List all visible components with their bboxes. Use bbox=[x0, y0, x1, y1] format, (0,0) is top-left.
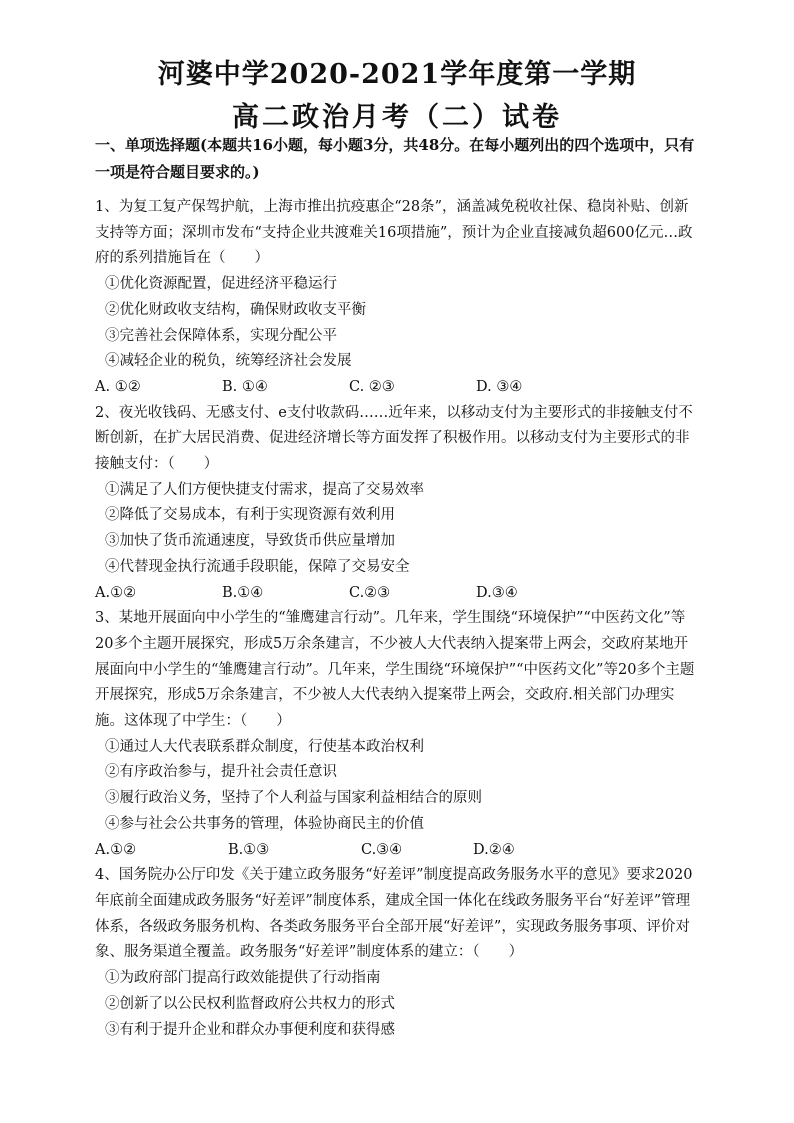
answer-choice-d: D. ③④ bbox=[476, 378, 523, 395]
answer-choice-b: B.①③ bbox=[228, 841, 270, 858]
answer-choices bbox=[95, 838, 695, 864]
question-1 bbox=[95, 195, 695, 401]
question-2 bbox=[95, 401, 695, 607]
option-item: ④代替现金执行流通手段职能，保障了交易安全 bbox=[105, 558, 410, 575]
question-stem: 3、某地开展面向中小学生的“雏鹰建言行动”。几年来，学生围绕“环境保护”“中医药文化”等20多个主题开展探究，形成5万余条建言，不少被人大代表纳入提案带上两会，交政府某地开展面向中小学生的“雏鹰建言行动”。几年来，学生围绕“环境保护”“中医药文化”等20多个主题开展探究，形成5万余条建言，不少被人大代表纳入提案带上两会，交政府.相关部门办理实施。这体现了中学生：（ ） bbox=[95, 610, 695, 730]
option-item: ③有利于提升企业和群众办事便利度和获得感 bbox=[105, 1021, 395, 1038]
answer-choices bbox=[95, 375, 695, 401]
answer-choice-d: D.③④ bbox=[476, 584, 518, 601]
answer-choice-b: B.①④ bbox=[222, 584, 264, 601]
option-item: ①优化资源配置，促进经济平稳运行 bbox=[105, 276, 337, 293]
option-item: ④参与社会公共事务的管理，体验协商民主的价值 bbox=[105, 815, 424, 832]
answer-choices bbox=[95, 581, 695, 607]
option-item: ②有序政治参与，提升社会责任意识 bbox=[105, 764, 337, 781]
answer-choice-c: C. ②③ bbox=[349, 378, 395, 395]
option-item: ④减轻企业的税负，统筹经济社会发展 bbox=[105, 353, 352, 370]
option-item: ②优化财政收支结构，确保财政收支平衡 bbox=[105, 301, 366, 318]
question-3 bbox=[95, 606, 695, 863]
option-item: ①通过人大代表联系群众制度，行使基本政治权利 bbox=[105, 738, 424, 755]
answer-choice-c: C.②③ bbox=[349, 584, 391, 601]
option-item: ②降低了交易成本，有利于实现资源有效利用 bbox=[105, 507, 395, 524]
answer-choice-a: A.①② bbox=[95, 584, 137, 601]
option-item: ③履行政治义务，坚持了个人利益与国家利益相结合的原则 bbox=[105, 790, 482, 807]
answer-choice-a: A. ①② bbox=[95, 378, 141, 395]
option-item: ①为政府部门提高行政效能提供了行动指南 bbox=[105, 970, 381, 987]
question-4 bbox=[95, 863, 695, 1043]
question-stem: 4、国务院办公厅印发《关于建立政务服务“好差评”制度提高政务服务水平的意见》要求2020年底前全面建成政务服务“好差评”制度体系，建成全国一体化在线政务服务平台“好差评”管理体系，各级政务服务机构、各类政务服务平台全部开展“好差评”，实现政务服务事项、评价对象、服务渠道全覆盖。政务服务“好差评”制度体系的建立：（ ） bbox=[95, 867, 693, 961]
option-item: ③加快了货币流通速度，导致货币供应量增加 bbox=[105, 533, 395, 550]
question-stem: 1、为复工复产保驾护航，上海市推出抗疫惠企“28条”，涵盖减免税收社保、稳岗补贴、创新支持等方面；深圳市发布“支持企业共渡难关16项措施”，预计为企业直接减负超600亿元…政府的系列措施旨在（ ） bbox=[95, 199, 693, 267]
question-list bbox=[95, 195, 695, 1043]
option-item: ②创新了以公民权利监督政府公共权力的形式 bbox=[105, 995, 395, 1012]
section-heading: 一、单项选择题(本题共16小题，每小题3分，共48分。在每小题列出的四个选项中，只有一项是符合题目要求的。) bbox=[95, 136, 695, 181]
answer-choice-d: D.②④ bbox=[473, 841, 515, 858]
answer-choice-b: B. ①④ bbox=[222, 378, 268, 395]
answer-choice-c: C.③④ bbox=[361, 841, 403, 858]
question-stem: 2、夜光收钱码、无感支付、e支付收款码……近年来，以移动支付为主要形式的非接触支付不断创新，在扩大居民消费、促进经济增长等方面发挥了积极作用。以移动支付为主要形式的非接触支付：（ ） bbox=[95, 404, 693, 473]
exam-subtitle: 高二政治月考（二）试卷 bbox=[232, 102, 562, 133]
option-item: ①满足了人们方便快捷支付需求，提高了交易效率 bbox=[105, 481, 424, 498]
answer-choice-a: A.①② bbox=[95, 841, 137, 858]
exam-title: 河婆中学2020-2021学年度第一学期 bbox=[157, 59, 637, 90]
option-item: ③完善社会保障体系，实现分配公平 bbox=[105, 327, 337, 344]
